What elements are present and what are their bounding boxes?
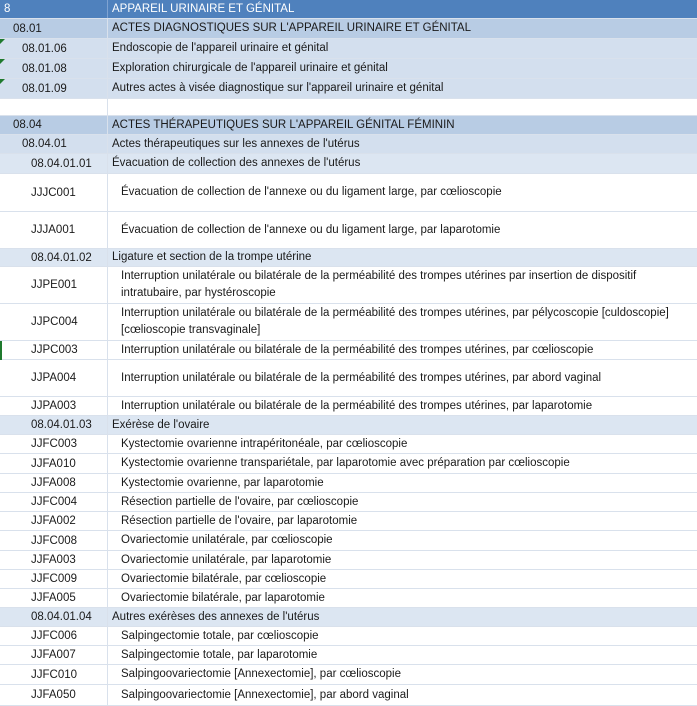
chapter-row[interactable] xyxy=(0,154,697,174)
code-cell[interactable]: 08.01.08 xyxy=(0,59,108,78)
code-cell[interactable]: 08.04.01.01 xyxy=(0,154,108,173)
comment-indicator-icon xyxy=(0,79,5,84)
act-row[interactable] xyxy=(0,570,697,589)
label-cell[interactable]: ACTES DIAGNOSTIQUES SUR L'APPAREIL URINAIRE ET GÉNITAL xyxy=(112,22,471,34)
label-cell[interactable]: Exploration chirurgicale de l'appareil urinaire et génital xyxy=(112,62,388,74)
code-cell[interactable]: JJFA010 xyxy=(0,454,108,473)
code-cell[interactable]: JJJC001 xyxy=(0,174,108,211)
code-cell[interactable]: JJPA004 xyxy=(0,360,108,396)
code-cell[interactable]: JJPC004 xyxy=(0,304,108,340)
chapter-row[interactable] xyxy=(0,416,697,435)
label-cell[interactable]: Actes thérapeutiques sur les annexes de l'utérus xyxy=(112,137,360,150)
act-row[interactable] xyxy=(0,397,697,416)
chapter-row[interactable] xyxy=(0,19,697,39)
act-row[interactable] xyxy=(0,589,697,608)
act-row[interactable] xyxy=(0,551,697,570)
label-cell[interactable] xyxy=(108,99,697,115)
act-row[interactable] xyxy=(0,493,697,512)
label-cell[interactable]: Interruption unilatérale ou bilatérale de la perméabilité des trompes utérines, par cœlioscopie xyxy=(121,343,594,356)
label-cell[interactable]: APPAREIL URINAIRE ET GÉNITAL xyxy=(112,2,295,15)
act-row[interactable] xyxy=(0,454,697,474)
code-cell[interactable]: JJFC004 xyxy=(0,493,108,511)
act-row[interactable] xyxy=(0,435,697,454)
label-cell[interactable]: Ovariectomie unilatérale, par laparotomie xyxy=(121,553,332,566)
code-cell[interactable]: JJPC003 xyxy=(0,341,108,359)
act-row[interactable] xyxy=(0,341,697,360)
act-row[interactable] xyxy=(0,627,697,646)
comment-indicator-icon xyxy=(0,59,5,64)
chapter-row[interactable] xyxy=(0,249,697,267)
code-cell[interactable]: 08.04.01 xyxy=(0,135,108,153)
code-cell[interactable]: JJFA008 xyxy=(0,474,108,492)
label-cell[interactable]: Interruption unilatérale ou bilatérale de la perméabilité des trompes utérines par insertion de dispositif intratubaire, par hystéroscopie xyxy=(121,270,637,299)
code-cell[interactable]: 08.04 xyxy=(0,116,108,134)
label-cell[interactable]: Ovariectomie bilatérale, par laparotomie xyxy=(121,591,325,604)
act-row[interactable] xyxy=(0,512,697,531)
label-cell[interactable]: Ovariectomie unilatérale, par cœlioscopie xyxy=(121,534,333,546)
label-cell[interactable]: Interruption unilatérale ou bilatérale de la perméabilité des trompes utérines, par abord vaginal xyxy=(121,371,602,384)
label-cell[interactable]: Kystectomie ovarienne intrapéritonéale, par cœlioscopie xyxy=(121,437,408,450)
label-cell[interactable]: Interruption unilatérale ou bilatérale de la perméabilité des trompes utérines, par pélycoscopie [culdoscopie] [cœlioscopie transvaginale] xyxy=(121,307,669,336)
label-cell[interactable]: Résection partielle de l'ovaire, par laparotomie xyxy=(121,514,358,527)
act-row[interactable] xyxy=(0,531,697,551)
label-cell[interactable]: Kystectomie ovarienne, par laparotomie xyxy=(121,476,324,489)
chapter-row[interactable] xyxy=(0,39,697,59)
code-cell[interactable]: JJFA002 xyxy=(0,512,108,530)
code-cell[interactable]: JJFC009 xyxy=(0,570,108,588)
code-cell[interactable]: 8 xyxy=(0,0,108,18)
act-row[interactable] xyxy=(0,267,697,304)
code-cell[interactable]: 08.01.06 xyxy=(0,39,108,58)
label-cell[interactable]: Salpingoovariectomie [Annexectomie], par cœlioscopie xyxy=(121,668,401,680)
label-cell[interactable]: Salpingectomie totale, par laparotomie xyxy=(121,648,318,661)
chapter-row[interactable] xyxy=(0,116,697,135)
code-cell[interactable]: JJFA050 xyxy=(0,685,108,705)
label-cell[interactable]: Kystectomie ovarienne transpariétale, par laparotomie avec préparation par cœlioscopie xyxy=(121,457,570,469)
code-cell[interactable]: JJFA003 xyxy=(0,551,108,569)
empty-row[interactable] xyxy=(0,99,697,116)
code-cell[interactable]: JJPE001 xyxy=(0,267,108,303)
label-cell[interactable]: Ligature et section de la trompe utérine xyxy=(112,251,312,263)
label-cell[interactable]: Évacuation de collection de l'annexe ou du ligament large, par cœlioscopie xyxy=(121,186,502,198)
code-cell[interactable]: JJFC010 xyxy=(0,665,108,684)
act-row[interactable] xyxy=(0,212,697,249)
chapter-row[interactable] xyxy=(0,608,697,627)
act-row[interactable] xyxy=(0,174,697,212)
label-cell[interactable]: Autres actes à visée diagnostique sur l'appareil urinaire et génital xyxy=(112,82,444,94)
act-row[interactable] xyxy=(0,304,697,341)
label-cell[interactable]: Interruption unilatérale ou bilatérale de la perméabilité des trompes utérines, par laparotomie xyxy=(121,399,593,412)
label-cell[interactable]: Autres exérèses des annexes de l'utérus xyxy=(112,610,320,623)
label-cell[interactable]: Évacuation de collection de l'annexe ou du ligament large, par laparotomie xyxy=(121,223,501,236)
chapter-row[interactable] xyxy=(0,79,697,99)
code-cell[interactable]: 08.01 xyxy=(0,19,108,38)
code-cell[interactable]: 08.04.01.03 xyxy=(0,416,108,434)
label-cell[interactable]: Salpingectomie totale, par cœlioscopie xyxy=(121,629,319,642)
code-cell[interactable]: JJFC008 xyxy=(0,531,108,550)
code-cell[interactable]: JJFC003 xyxy=(0,435,108,453)
code-cell[interactable]: JJJA001 xyxy=(0,212,108,248)
chapter-row[interactable] xyxy=(0,135,697,154)
act-row[interactable] xyxy=(0,685,697,706)
label-cell[interactable]: Endoscopie de l'appareil urinaire et génital xyxy=(112,42,329,54)
label-cell[interactable]: ACTES THÉRAPEUTIQUES SUR L'APPAREIL GÉNITAL FÉMININ xyxy=(112,118,455,131)
label-cell[interactable]: Ovariectomie bilatérale, par cœlioscopie xyxy=(121,572,327,585)
act-row[interactable] xyxy=(0,665,697,685)
chapter-row[interactable] xyxy=(0,59,697,79)
chapter-row[interactable] xyxy=(0,0,697,19)
act-row[interactable] xyxy=(0,646,697,665)
change-marker-icon xyxy=(0,341,2,360)
code-cell[interactable]: JJPA003 xyxy=(0,397,108,415)
label-cell[interactable]: Résection partielle de l'ovaire, par cœlioscopie xyxy=(121,495,359,508)
code-cell[interactable]: JJFA007 xyxy=(0,646,108,664)
code-cell[interactable]: 08.01.09 xyxy=(0,79,108,98)
code-cell[interactable]: JJFC006 xyxy=(0,627,108,645)
code-cell[interactable]: JJFA005 xyxy=(0,589,108,607)
label-cell[interactable]: Évacuation de collection des annexes de l'utérus xyxy=(112,157,361,169)
act-row[interactable] xyxy=(0,360,697,397)
label-cell[interactable]: Salpingoovariectomie [Annexectomie], par abord vaginal xyxy=(121,688,409,701)
act-row[interactable] xyxy=(0,474,697,493)
label-cell[interactable]: Exérèse de l'ovaire xyxy=(112,418,210,431)
code-cell[interactable] xyxy=(0,99,108,115)
comment-indicator-icon xyxy=(0,39,5,44)
code-cell[interactable]: 08.04.01.02 xyxy=(0,249,108,266)
code-cell[interactable]: 08.04.01.04 xyxy=(0,608,108,626)
